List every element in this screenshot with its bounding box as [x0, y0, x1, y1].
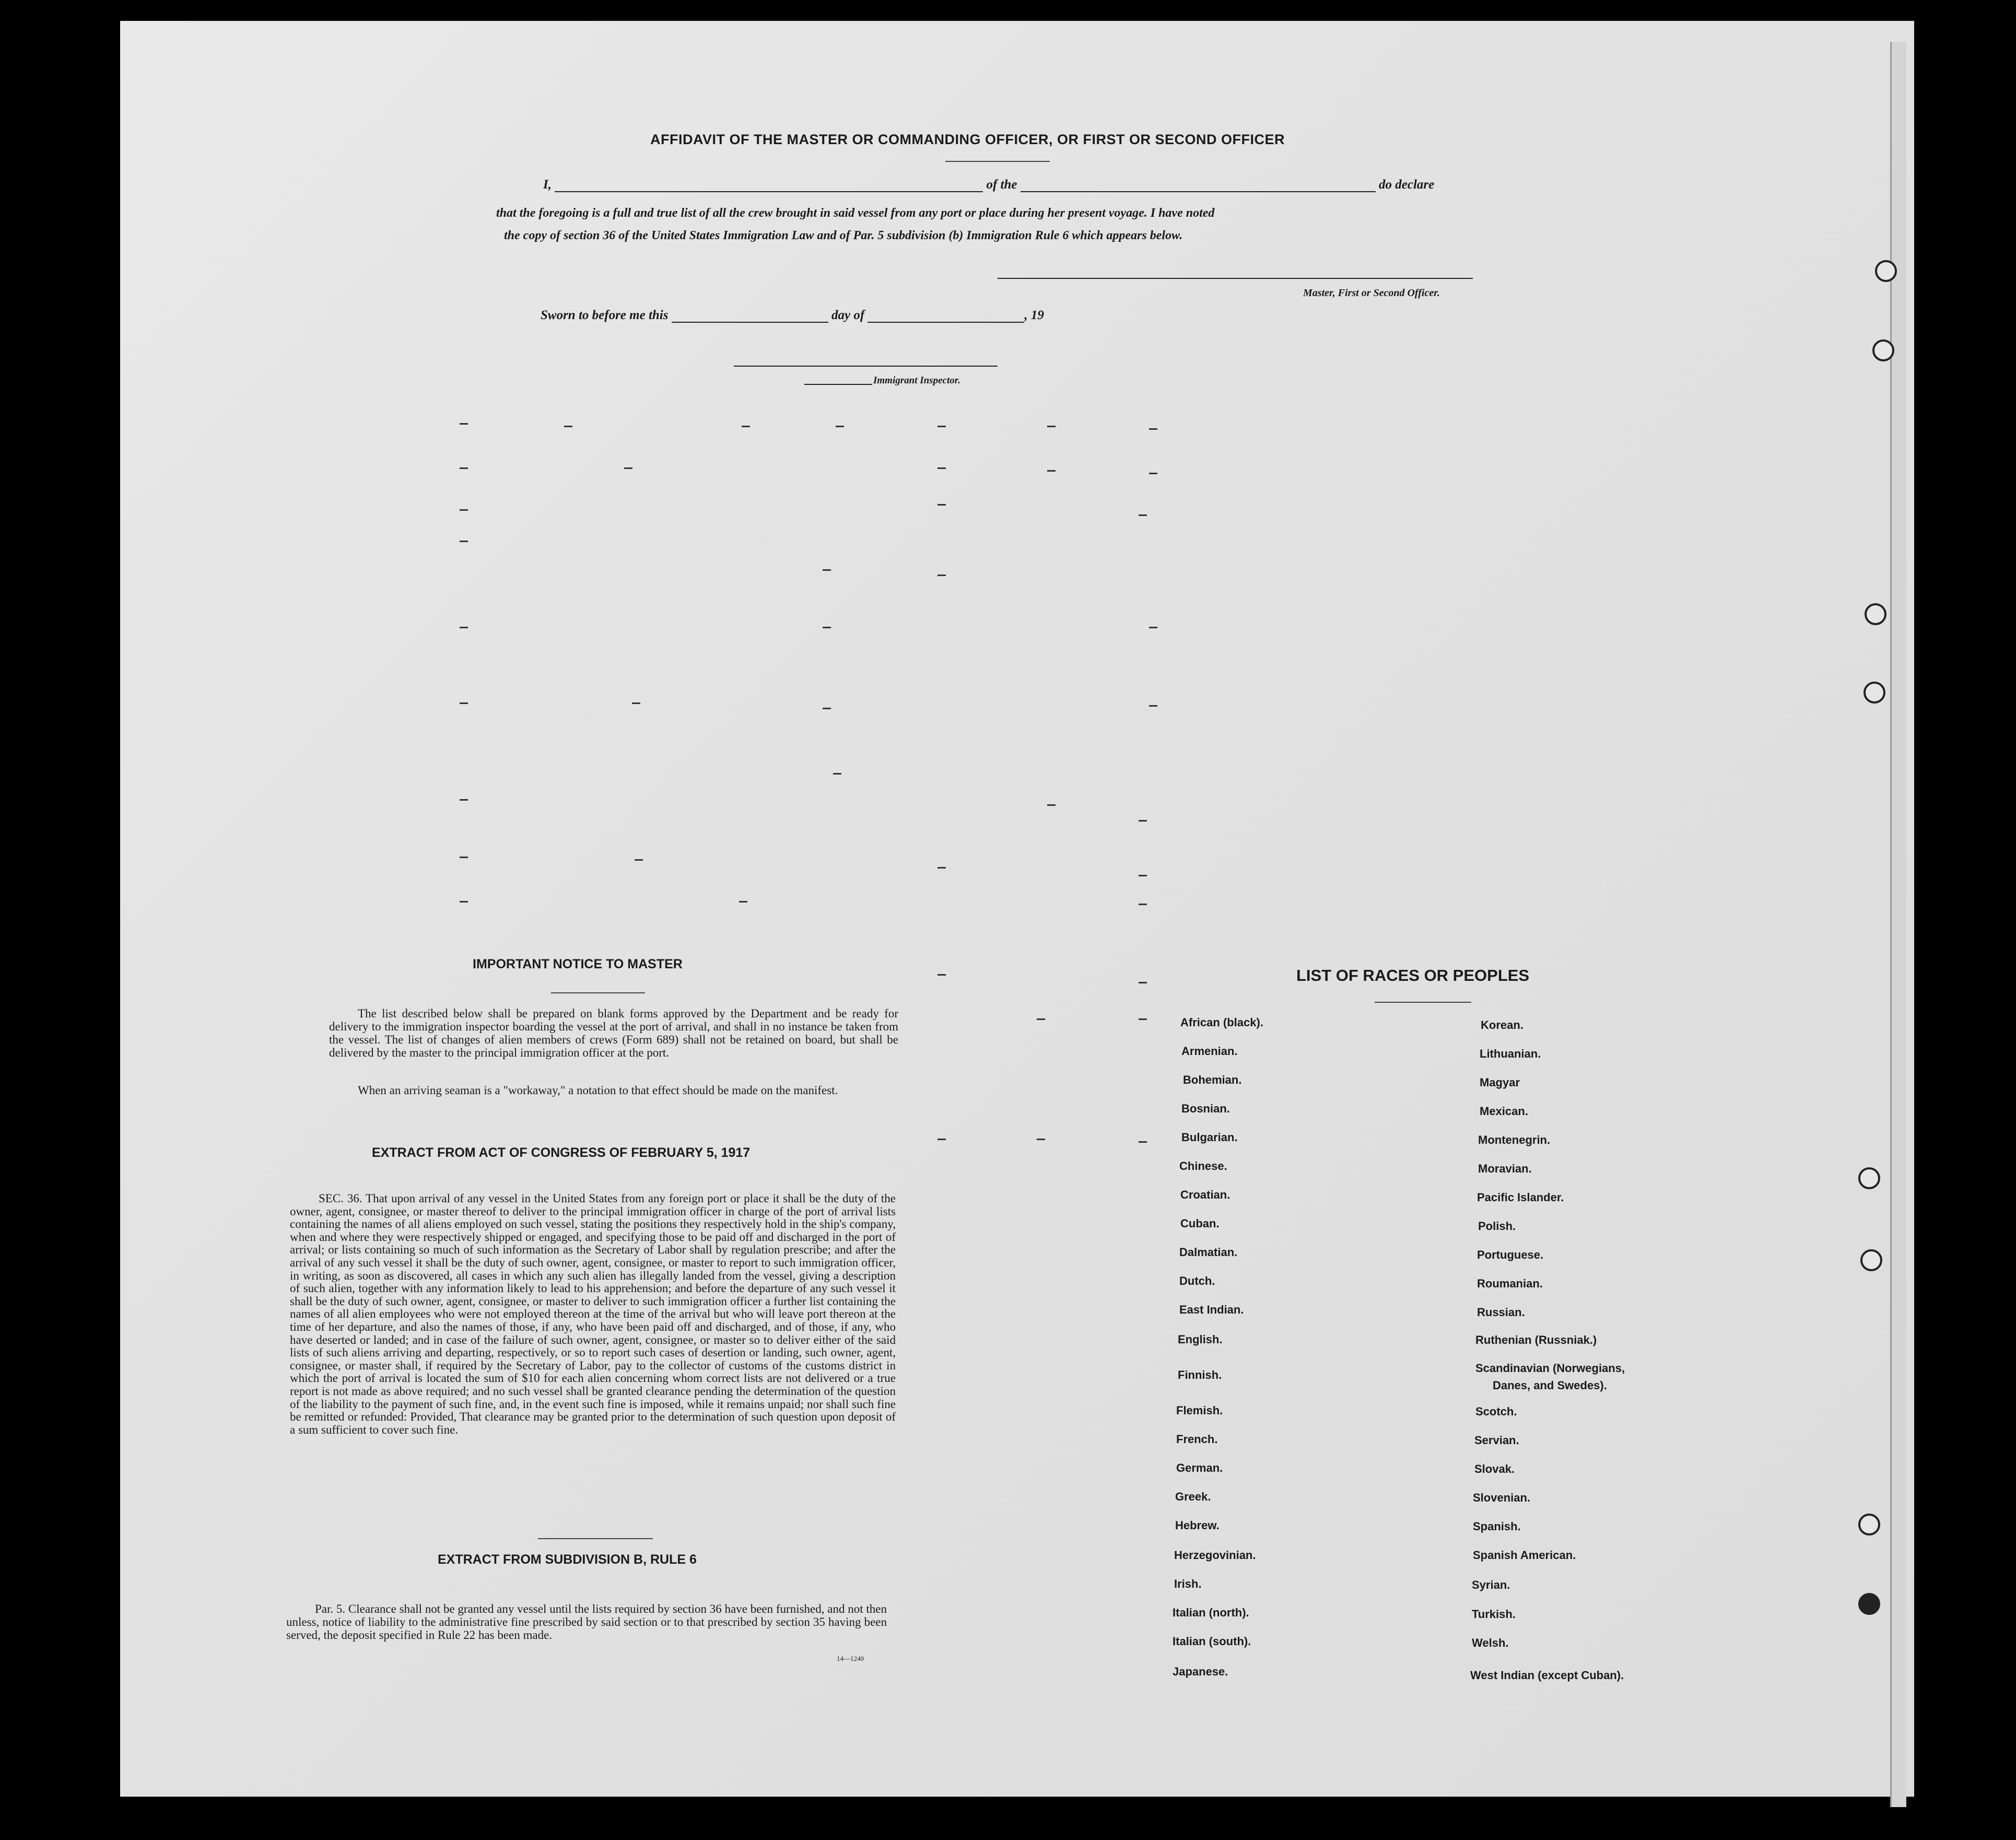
race-item: English.	[1178, 1333, 1223, 1346]
race-item: Dutch.	[1179, 1274, 1215, 1287]
ghost-mark	[632, 702, 640, 704]
ghost-mark	[1139, 982, 1147, 983]
race-item: Cuban.	[1180, 1217, 1220, 1230]
race-item: Armenian.	[1181, 1045, 1238, 1058]
ghost-mark	[937, 467, 946, 469]
ghost-mark	[823, 569, 831, 571]
ghost-mark	[1149, 627, 1157, 628]
ghost-mark	[937, 575, 946, 576]
race-item: Scandinavian (Norwegians,	[1475, 1362, 1625, 1375]
notice-heading: IMPORTANT NOTICE TO MASTER	[473, 957, 683, 971]
ghost-mark	[635, 859, 643, 861]
binder-hole	[1858, 1514, 1880, 1536]
race-item: Japanese.	[1173, 1665, 1228, 1678]
ghost-mark	[1149, 705, 1157, 707]
race-item: Mexican.	[1480, 1105, 1528, 1118]
race-item: Syrian.	[1472, 1578, 1510, 1591]
race-item: Chinese.	[1179, 1159, 1227, 1173]
race-item: Polish.	[1478, 1220, 1516, 1233]
affidavit-line-3: the copy of section 36 of the United States Immigration Law and of Par. 5 subdivision (b) Immigration Rule 6 which appears below.	[504, 229, 1183, 242]
ghost-mark	[937, 974, 946, 976]
ghost-mark	[1139, 875, 1147, 876]
notice-paragraph-2: When an arriving seaman is a "workaway," a notation to that effect should be made on the manifest.	[358, 1084, 838, 1097]
race-item: Korean.	[1481, 1018, 1523, 1032]
race-item: Russian.	[1477, 1306, 1525, 1319]
ghost-mark	[460, 509, 468, 511]
sworn-year: 19	[1030, 308, 1044, 322]
race-item: Herzegovinian.	[1174, 1549, 1256, 1562]
race-item: Spanish.	[1473, 1520, 1521, 1533]
race-item: West Indian (except Cuban).	[1470, 1669, 1624, 1682]
race-item: Croatian.	[1180, 1188, 1230, 1201]
binder-hole	[1858, 1167, 1880, 1189]
form-page	[120, 21, 1914, 1797]
line1-prefix: I,	[543, 178, 552, 192]
race-item: Turkish.	[1472, 1608, 1516, 1621]
race-item: Scotch.	[1475, 1405, 1517, 1418]
sworn-line: Sworn to before me this day of , 19	[541, 308, 1044, 322]
ghost-mark	[460, 857, 468, 858]
ghost-mark	[1047, 470, 1056, 472]
ghost-mark	[460, 799, 468, 801]
race-item: Flemish.	[1176, 1404, 1223, 1417]
race-item: East Indian.	[1179, 1303, 1244, 1316]
race-item: Italian (north).	[1173, 1606, 1249, 1619]
ghost-mark	[937, 867, 946, 869]
races-divider	[1375, 1002, 1471, 1003]
race-item: Lithuanian.	[1480, 1047, 1541, 1060]
race-item: Irish.	[1174, 1577, 1202, 1590]
sworn-mid: day of	[831, 308, 865, 322]
ghost-mark	[624, 467, 632, 469]
race-item: Greek.	[1175, 1490, 1211, 1503]
ghost-mark	[460, 467, 468, 469]
sworn-month-blank[interactable]	[868, 310, 1024, 323]
race-item: Magyar	[1480, 1076, 1520, 1089]
inspector-label: Immigrant Inspector.	[873, 375, 960, 386]
race-item: German.	[1176, 1461, 1223, 1474]
ghost-mark	[1139, 820, 1147, 822]
signature-line[interactable]	[998, 278, 1473, 279]
sworn-day-blank[interactable]	[672, 310, 828, 323]
ghost-mark	[739, 901, 747, 903]
ghost-mark	[460, 702, 468, 704]
ghost-mark	[1149, 473, 1157, 474]
ghost-mark	[1037, 1139, 1045, 1140]
binder-hole	[1865, 603, 1886, 625]
affidavit-line-2: that the foregoing is a full and true list of all the crew brought in said vessel from any port or place during her present voyage. I have noted	[496, 206, 1215, 220]
act-heading: EXTRACT FROM ACT OF CONGRESS OF FEBRUARY 5, 1917	[372, 1145, 751, 1160]
ghost-mark	[460, 901, 468, 903]
race-item: Finnish.	[1178, 1368, 1222, 1381]
ghost-mark	[742, 426, 750, 427]
ghost-mark	[460, 423, 468, 425]
line1-end: do declare	[1379, 178, 1435, 192]
affidavit-title: AFFIDAVIT OF THE MASTER OR COMMANDING OFFICER, OR FIRST OR SECOND OFFICER	[650, 132, 1285, 147]
ghost-mark	[823, 627, 831, 628]
ghost-mark	[1149, 428, 1157, 430]
race-item: Pacific Islander.	[1477, 1191, 1564, 1204]
race-item: Portuguese.	[1477, 1248, 1544, 1261]
race-item: Spanish American.	[1473, 1549, 1576, 1562]
binder-hole	[1875, 260, 1897, 282]
vessel-blank[interactable]	[1021, 180, 1376, 192]
line1-mid: of the	[986, 178, 1017, 192]
ghost-mark	[1139, 514, 1147, 516]
inspector-underline	[804, 384, 872, 385]
notice-divider	[551, 992, 645, 993]
race-item: Roumanian.	[1477, 1277, 1543, 1290]
race-item: African (black).	[1180, 1016, 1263, 1029]
race-item: Bohemian.	[1183, 1073, 1242, 1086]
notice-paragraph-1: The list described below shall be prepared on blank forms approved by the Department and be ready for delivery to the immigration inspector boarding the vessel at the port of arrival, and shall in no instance be taken from the vessel. The list of changes of alien members of crews (Form 689) shall not be retained on board, but shall be delivered by the master to the principal immigration officer at the port.	[329, 1007, 898, 1059]
inspector-signature-line[interactable]	[734, 366, 998, 367]
form-number: 14—1240	[837, 1655, 864, 1662]
ghost-mark	[937, 1139, 946, 1140]
race-item: Hebrew.	[1175, 1519, 1220, 1532]
ghost-mark	[1139, 1141, 1147, 1143]
name-blank[interactable]	[555, 180, 983, 192]
binder-hole	[1858, 1593, 1880, 1615]
ghost-mark	[836, 426, 844, 427]
binder-hole	[1860, 1249, 1882, 1271]
rule6-heading: EXTRACT FROM SUBDIVISION B, RULE 6	[438, 1552, 697, 1567]
race-item: Welsh.	[1472, 1636, 1509, 1649]
title-divider	[945, 161, 1050, 162]
ghost-mark	[1139, 904, 1147, 905]
binder-hole	[1863, 682, 1885, 704]
page-edge	[1890, 42, 1906, 1807]
race-item: Moravian.	[1478, 1162, 1532, 1175]
race-item: Italian (south).	[1173, 1635, 1251, 1648]
race-scandinavian-cont: Danes, and Swedes).	[1493, 1379, 1607, 1392]
ghost-mark	[833, 773, 841, 775]
binder-hole	[1872, 339, 1894, 361]
race-item: Slovak.	[1474, 1462, 1515, 1475]
race-item: Montenegrin.	[1478, 1133, 1551, 1146]
races-heading: LIST OF RACES OR PEOPLES	[1296, 966, 1530, 985]
act-body: SEC. 36. That upon arrival of any vessel in the United States from any foreign port or place it shall be the duty of the owner, agent, consignee, or master thereof to deliver to the principal immigration officer in charge of the port of arrival lists containing the names of all aliens employed on such vessel, stating the positions they respectively hold in the ship's company, when and where they were respectively shipped or engaged, and specifying those to be paid off and discharged in the port of arrival; or lists containing so much of such information as the Secretary of Labor shall by regulation prescribe; and after the arrival of any such vessel it shall be the duty of such owner, agent, consignee, or master to report to such immigration officer, in writing, as soon as discovered, all cases in which any such alien has illegally landed from the vessel, giving a description of such alien, together with any information likely to lead to his apprehension; and before the departure of any such vessel it shall be the duty of such owner, agent, consignee, or master to deliver to such immigration officer a further list containing the names of all alien employees who were not employed thereon at the time of the arrival but who will leave port thereon at the time of her departure, and also the names of those, if any, who have been paid off and discharged, and of those, if any, who have deserted or landed; and in case of the failure of such owner, agent, consignee, or master so to deliver either of the said lists of such aliens arriving and departing, respectively, or so to report such cases of desertion or landing, such owner, agent, consignee, or master shall, if required by the Secretary of Labor, pay to the collector of customs of the customs district in which the port of arrival is located the sum of $10 for each alien concerning whom correct lists are not delivered or a true report is not made as above required; and no such vessel shall be granted clearance pending the determination of the question of the liability to the payment of such fine, and, in the event such fine is imposed, while it remains unpaid; nor shall such fine be remitted or refunded: Provided, That clearance may be granted prior to the determination of such question upon deposit of a sum sufficient to cover such fine.	[290, 1192, 896, 1436]
ghost-mark	[937, 426, 946, 427]
signature-label: Master, First or Second Officer.	[1303, 287, 1440, 299]
ghost-mark	[823, 708, 831, 709]
race-item: Bulgarian.	[1181, 1131, 1238, 1144]
ghost-mark	[1047, 804, 1056, 806]
race-item: Dalmatian.	[1179, 1246, 1238, 1259]
ghost-mark	[564, 426, 572, 427]
ghost-mark	[1047, 426, 1056, 427]
race-item: Ruthenian (Russniak.)	[1475, 1333, 1597, 1346]
rule6-body: Par. 5. Clearance shall not be granted any vessel until the lists required by section 36 have been furnished, and not then unless, notice of liability to the administrative fine prescribed by said section or to that prescribed by section 35 having been served, the deposit specified in Rule 22 has been made.	[286, 1602, 887, 1642]
affidavit-line-1	[543, 178, 1499, 192]
race-item: French.	[1176, 1433, 1218, 1446]
ghost-mark	[1037, 1018, 1045, 1020]
race-item: Servian.	[1474, 1434, 1519, 1447]
sworn-prefix: Sworn to before me this	[541, 308, 669, 322]
act-divider	[538, 1538, 653, 1539]
race-item: Bosnian.	[1181, 1102, 1230, 1115]
race-item: Slovenian.	[1473, 1491, 1531, 1504]
ghost-mark	[937, 504, 946, 506]
ghost-mark	[1139, 1018, 1147, 1020]
ghost-mark	[460, 627, 468, 628]
ghost-mark	[460, 541, 468, 542]
